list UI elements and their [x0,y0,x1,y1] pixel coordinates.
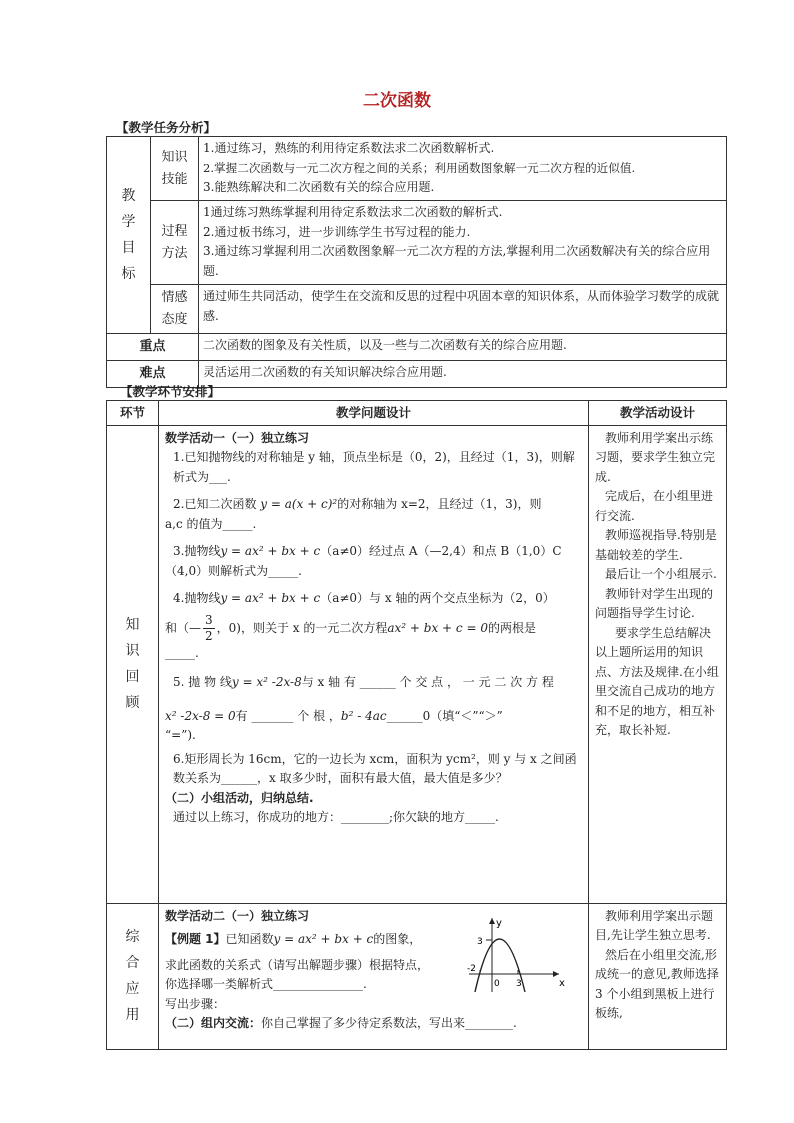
y-axis-arrow [489,918,495,924]
x-axis-arrow [553,971,559,977]
question-1: 1.已知抛物线的对称轴是 y 轴，顶点坐标是（0，2)，且经过（1，3)，则解析式为___. [173,450,575,484]
section-heading-arrangement: 【教学环节安排】 [120,384,221,399]
objectives-label: 教学目标 [107,137,151,334]
question-6: 6.矩形周长为 16cm，它的一边长为 xcm，面积为 ycm²，则 y 与 x 之间函数关系为______，x 取多少时，面积有最大值，最大值是多少？ [173,751,577,785]
attitude-label: 情感态度 [151,285,199,334]
x-pos-label: 3 [516,978,522,989]
review-problems [159,425,589,903]
apply-problems [159,903,589,1049]
y-tick-label: 3 [477,936,483,947]
activity-one-title: 数学活动一（一）独立练习 [165,430,310,445]
steps-label: 写出步骤： [165,996,226,1011]
x-neg-label: -2 [467,963,476,974]
difficulty-content: 灵活运用二次函数的有关知识解决综合应用题. [199,361,727,388]
review-label: 知识回顾 [107,425,159,903]
knowledge-label: 知识技能 [151,137,199,201]
key-point-label: 重点 [107,334,199,361]
example-1-cont: 求此函数的关系式（请写出解题步骤）根据特点，你选择哪一类解析式_______________. [165,957,430,991]
header-stage: 环节 [107,401,159,426]
process-label: 过程方法 [151,201,199,285]
difficulty-label: 难点 [107,361,199,388]
question-5-end: “=”). [165,728,196,742]
group-activity-title: （二）小组活动，归纳总结. [165,790,314,805]
question-3-cont: （4,0）则解析式为_____. [165,563,302,578]
apply-teacher-activities: 教师利用学案出示题目,先让学生独立思考. 然后在小组里交流,形成统一的意见,教师选择 3 个小组到黑板上进行板练, [589,903,727,1049]
activity-two-title: 数学活动二（一）独立练习 [165,908,310,923]
group-exchange: （二）组内交流：你自己掌握了多少待定系数法，写出来________. [165,1016,517,1030]
objectives-table [106,136,727,388]
section-heading-task-analysis: 【教学任务分析】 [116,120,217,135]
x-axis-label: x [559,977,565,989]
key-point-content: 二次函数的图象及有关性质，以及一些与二次函数有关的综合应用题. [199,334,727,361]
y-axis-label: y [496,917,502,929]
summary-line: 通过以上练习，你成功的地方：________;你欠缺的地方_____. [173,810,499,824]
header-activity-design: 教学活动设计 [589,401,727,426]
apply-label: 综合应用 [107,903,159,1049]
arrangement-table [106,400,727,1050]
header-problem-design: 教学问题设计 [159,401,589,426]
example-1: 【例题 1】已知函数y = ax² + bx + c的图象， [165,932,422,946]
question-3: 3.抛物线y = ax² + bx + c（a≠0）经过点 A（—2,4）和点 B（1,0）C [173,544,562,558]
fraction-three-halves: $\frac{3}{2}$ [205,612,213,643]
question-4-cont: 和（— $\frac{3}{2}$ ，0)，则关于 x 的一元二次方程ax² + bx + c = 0的两根是 [165,612,536,643]
question-4-answer: _____. [165,645,199,660]
attitude-content: 通过师生共同活动，使学生在交流和反思的过程中巩固本章的知识体系，从而体验学习数学的成就感. [199,285,727,334]
question-5: 5. 抛 物 线y = x² -2x-8与 x 轴 有 ______ 个 交 点 ， 一 元 二 次 方 程 [173,675,554,689]
process-content: 1通过练习熟练掌握利用待定系数法求二次函数的解析式. 2.通过板书练习，进一步训练学生书写过程的能力. 3.通过练习掌握利用二次函数图象解一元二次方程的方法,掌握利用二次函数解决有关的综合应用题. [199,201,727,285]
review-teacher-activities: 教师利用学案出示练习题，要求学生独立完成. 完成后，在小组里进行交流. 教师巡视指导.特别是基础较差的学生. 最后让一个小组展示. 教师针对学生出现的问题指导学生讨论. 要求学生总结解决以上题所运用的知识点、方法及规律.在小组里交流自己成功的地方和不足的地方，相互补充，取长补短. [589,425,727,903]
page-title: 二次函数 [363,91,431,111]
origin-label: 0 [494,978,500,989]
question-2-cont: a,c 的值为_____. [165,516,257,531]
knowledge-content: 1.通过练习，熟练的利用待定系数法求二次函数解析式. 2.掌握二次函数与一元二次方程之间的关系；利用函数图象解一元二次方程的近似值. 3.能熟练解决和二次函数有关的综合应用题. [199,137,727,201]
parabola-graph [459,916,569,996]
q2-equation: y = a(x + c)² [260,497,338,511]
question-4: 4.抛物线y = ax² + bx + c（a≠0）与 x 轴的两个交点坐标为（2，0） [173,591,555,605]
question-2: 2.已知二次函数 y = a(x + c)²的对称轴为 x=2，且经过（1，3)，则 [173,497,542,511]
question-5-cont: x² -2x-8 = 0有 _______ 个 根 ，b² - 4ac______0（填“＜”“＞” [165,708,503,723]
